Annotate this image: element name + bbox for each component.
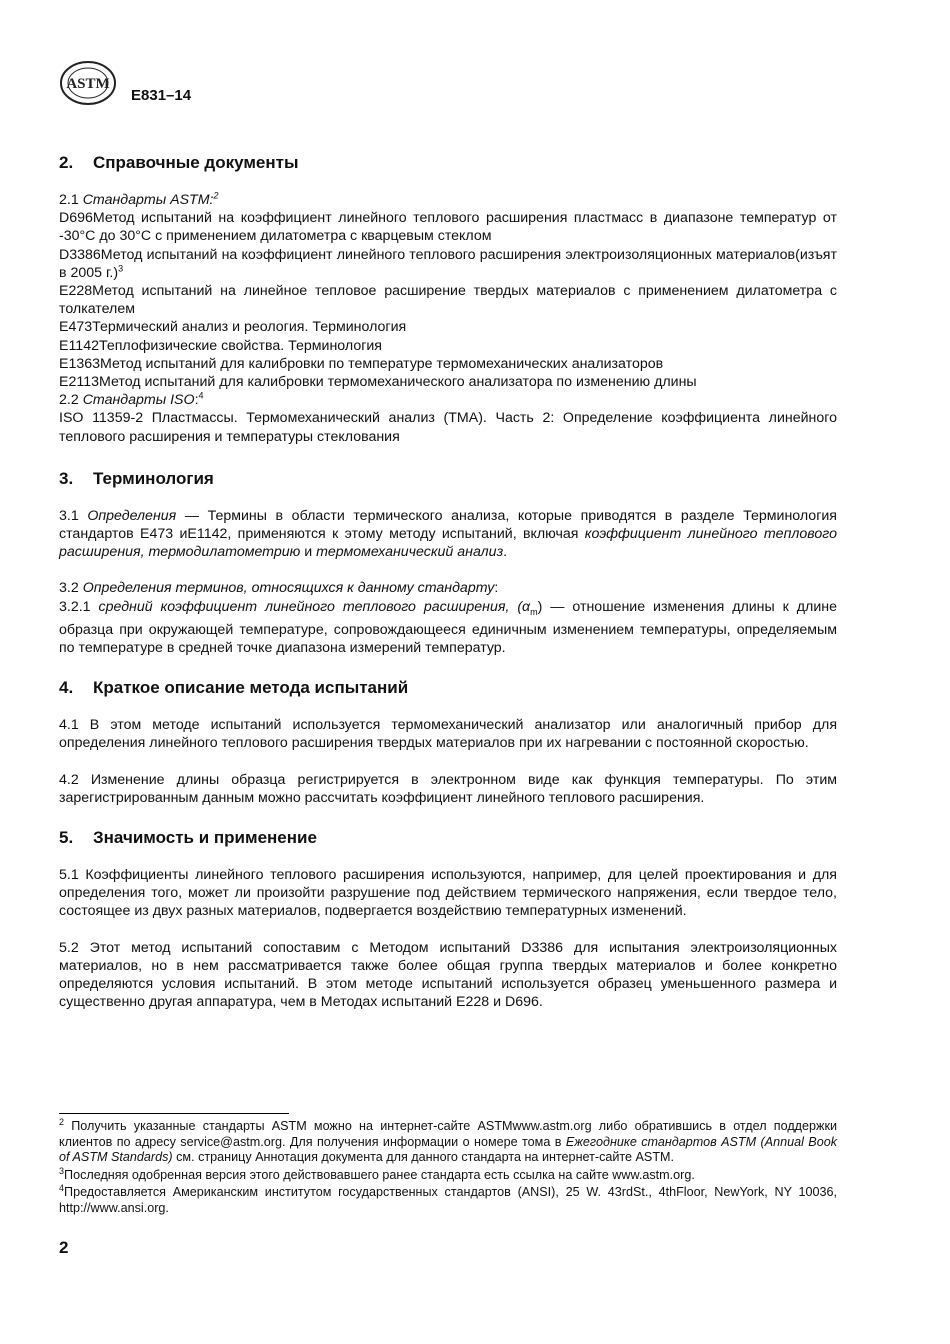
footnote-2: $^2$ Получить указанные стандарты ASTM можно на интернет-сайте ASTMwww.astm.org либо обратившись в отдел поддержки клиентов по адресу service@astm.org. Для получения информации о номере тома в Ежегоднике стандартов ASTM (Annual Book of ASTM Standards) см. страницу Аннотация документа для данного стандарта на интернет-сайте ASTM. bbox=[59, 1116, 837, 1165]
page-number: 2 bbox=[59, 1238, 69, 1257]
section-2-heading: 2. Справочные документы bbox=[59, 153, 299, 172]
ref-e228: E228Метод испытаний на линейное тепловое расширение твердых материалов с применением дилатометра с толкателем bbox=[59, 283, 837, 318]
ref-iso-11359-2: ISO 11359-2 Пластмассы. Термомеханический анализ (TMA). Часть 2: Определение коэффициента линейного теплового расширения и температуры стеклования bbox=[59, 410, 837, 445]
section-5-heading: 5. Значимость и применение bbox=[59, 827, 317, 847]
clause-2-2: 2.2 Стандарты ISO:$^4$ bbox=[59, 390, 204, 409]
clause-4-1: 4.1 В этом методе испытаний используется термомеханический анализатор или аналогичный прибор для определения линейного теплового расширения твердых материалов при их нагревании с постоянной скоростью. bbox=[59, 717, 837, 752]
astm-logo-icon bbox=[59, 60, 117, 106]
footnote-divider bbox=[59, 1113, 289, 1114]
clause-4-2: 4.2 Изменение длины образца регистрируется в электронном виде как функция температуры. По этим зарегистрированным данным можно рассчитать коэффициент линейного теплового расширения. bbox=[59, 771, 837, 806]
ref-e1363: E1363Метод испытаний для калибровки по температуре термомеханических анализаторов bbox=[59, 355, 664, 372]
ref-e1142: E1142Теплофизические свойства. Терминология bbox=[59, 337, 382, 354]
section-3-heading: 3. Терминология bbox=[59, 468, 214, 488]
ref-e473: E473Термический анализ и реология. Терминология bbox=[59, 319, 407, 336]
section-4-heading: 4. Краткое описание метода испытаний bbox=[59, 678, 409, 698]
footnote-3: $^3$Последняя одобренная версия этого действовавшего ранее стандарта есть ссылка на сайте www.astm.org. bbox=[59, 1165, 695, 1182]
clause-2-1: 2.1 Стандарты ASTM:$^2$ bbox=[59, 190, 219, 208]
clause-5-2: 5.2 Этот метод испытаний сопоставим с Методом испытаний D3386 для испытания электроизоляционных материалов, но в нем рассматривается также более общая группа твердых материалов и более конкретно определяются условия испытаний. В этом методе испытаний используется образец уменьшенного размера и существенно другая аппаратура, чем в Методах испытаний E228 и D696. bbox=[59, 939, 837, 1011]
clause-5-1: 5.1 Коэффициенты линейного теплового расширения используются, например, для целей проектирования и для определения того, может ли произойти разрушение под действием термического напряжения, если твердое тело, состоящее из двух разных материалов, подвергается воздействию температурных изменений. bbox=[59, 866, 837, 920]
ref-e2113: E2113Метод испытаний для калибровки термомеханического анализатора по изменению длины bbox=[59, 374, 697, 391]
clause-3-2-1: 3.2.1 средний коэффициент линейного теплового расширения, $(\alpha_m)$ — отношение изменения длины к длине образца при окружающей температуре, сопровождающееся единичным изменением температуры, определяемым по температуре в средней точке диапазона измерений температур. bbox=[59, 598, 837, 656]
footnotes bbox=[59, 1116, 837, 1217]
ref-d696: D696Метод испытаний на коэффициент линейного теплового расширения пластмасс в диапазоне температур от -30°C до 30°C с применением дилатометра с кварцевым стеклом bbox=[59, 210, 837, 245]
document-id: E831–14 bbox=[131, 87, 192, 104]
svg-text:ASTM: ASTM bbox=[66, 76, 110, 92]
clause-3-2: 3.2 Определения терминов, относящихся к данному стандарту: bbox=[59, 580, 499, 597]
ref-d3386: D3386Метод испытаний на коэффициент линейного теплового расширения электроизоляционных материалов(изъят в 2005 г.)$^3$ bbox=[59, 246, 837, 281]
document-body bbox=[59, 152, 837, 1011]
footnote-4: $^4$Предоставляется Американским институтом государственных стандартов (ANSI), 25 W. 43rdSt., 4thFloor, NewYork, NY 10036, http://www.ansi.org. bbox=[59, 1183, 837, 1215]
clause-3-1: 3.1 Определения — Термины в области термического анализа, которые приводятся в разделе Терминология стандартов E473 иE1142, применяются к этому методу испытаний, включая коэффициент линейного теплового расширения, термодилатометрию и термомеханический анализ. bbox=[59, 507, 837, 561]
